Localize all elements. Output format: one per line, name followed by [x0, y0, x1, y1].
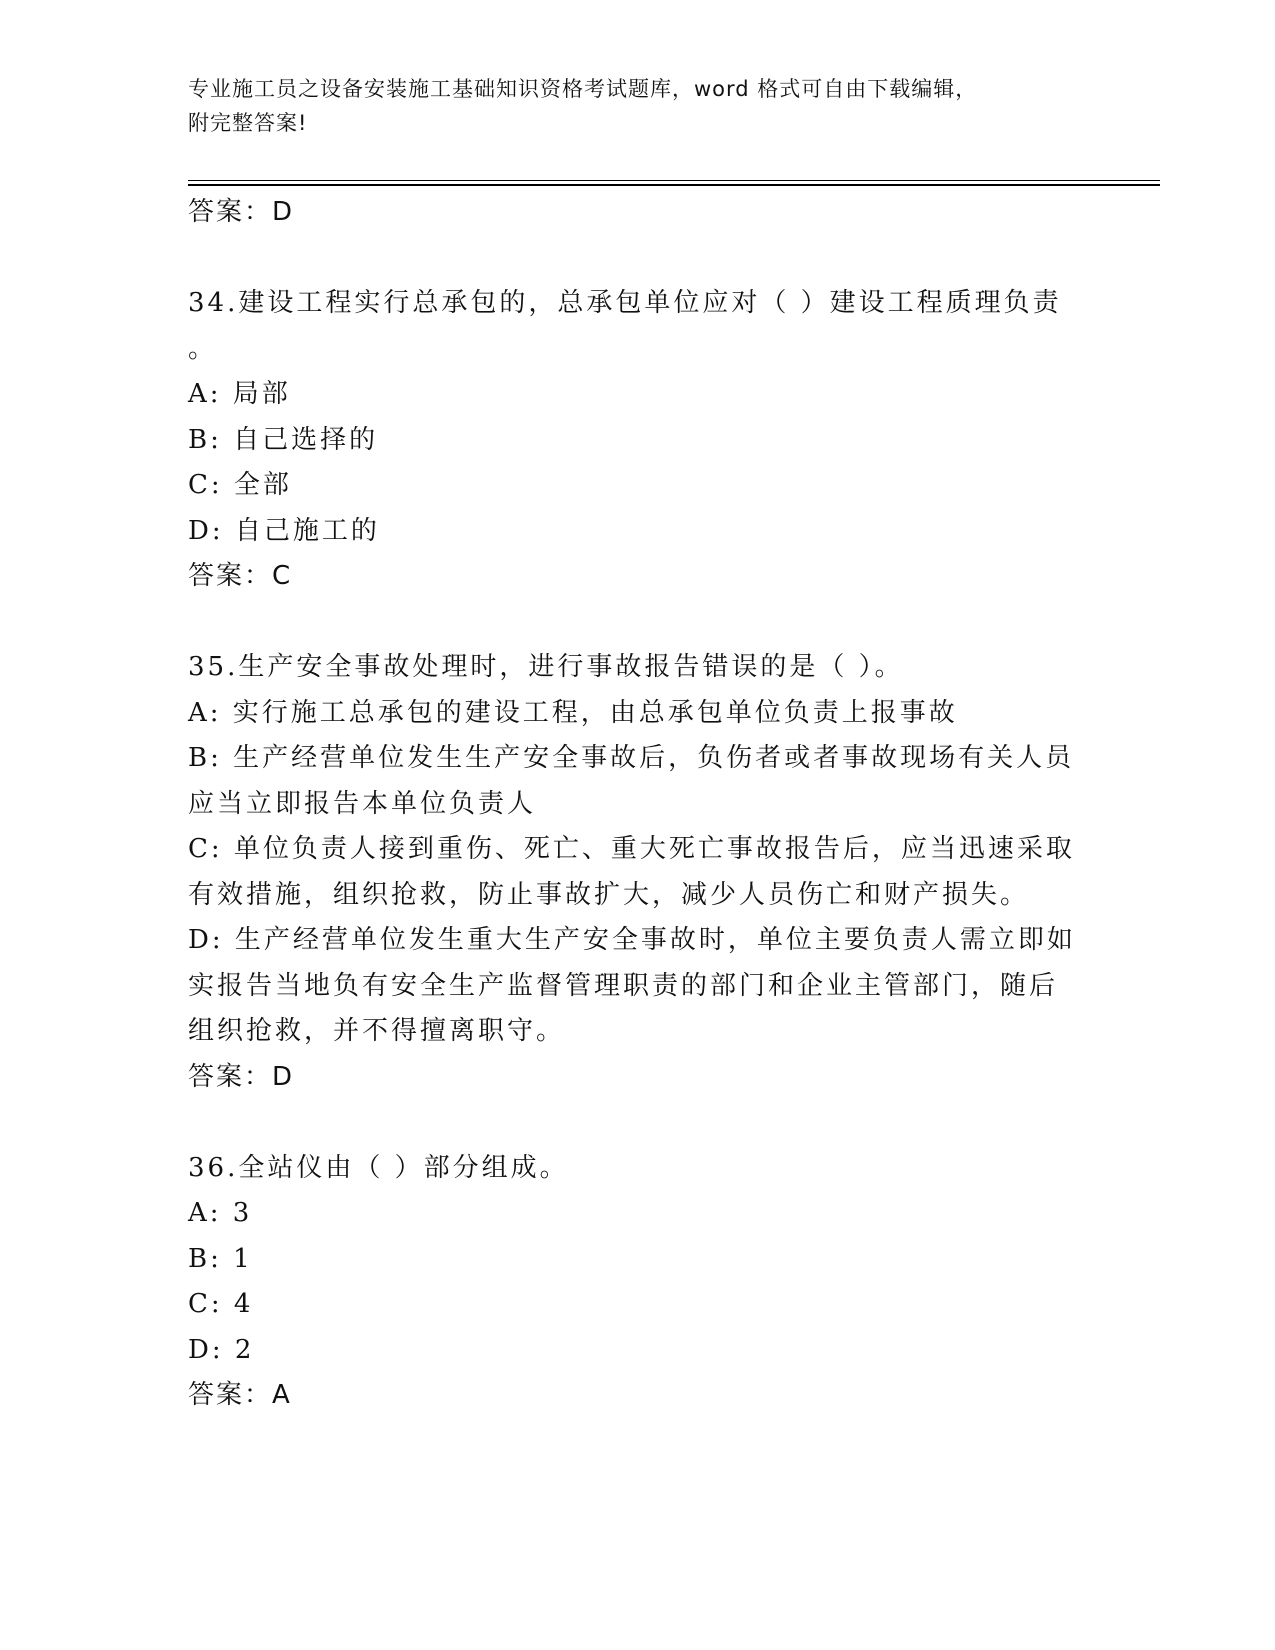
- question-35-option-d: D: 生产经营单位发生重大生产安全事故时，单位主要负责人需立即如: [188, 925, 1076, 955]
- question-36-option-a: A: 3: [188, 1198, 253, 1228]
- question-36-option-b: B: 1: [188, 1243, 253, 1274]
- header-double-rule: [188, 180, 1160, 186]
- document-header: [188, 72, 1088, 140]
- question-35-stem: 35.生产安全事故处理时，进行事故报告错误的是（ ）。: [188, 652, 904, 682]
- question-34-option-a: A: 局部: [188, 379, 291, 409]
- question-34-stem-cont: 。: [188, 333, 218, 364]
- question-34-option-d: D: 自己施工的: [188, 515, 380, 546]
- previous-answer: 答案：D: [188, 197, 295, 227]
- spacer: [188, 236, 1088, 282]
- spacer: [188, 1100, 1088, 1146]
- question-35-option-a: A: 实行施工总承包的建设工程，由总承包单位负责上报事故: [188, 697, 958, 728]
- question-34-answer: 答案：C: [188, 561, 293, 591]
- header-line-2: 附完整答案!: [188, 111, 308, 135]
- question-36-answer: 答案：A: [188, 1380, 292, 1410]
- document-body: [188, 190, 1088, 1419]
- question-35-answer: 答案：D: [188, 1061, 295, 1092]
- question-36-stem: 36.全站仪由（ ）部分组成。: [188, 1152, 569, 1183]
- question-35-option-d-cont-2: 组织抢救，并不得擅离职守。: [188, 1016, 566, 1046]
- question-34-option-c: C: 全部: [188, 470, 292, 500]
- question-35-option-b-cont: 应当立即报告本单位负责人: [188, 788, 537, 819]
- question-36-option-d: D: 2: [188, 1334, 255, 1365]
- question-36: [188, 1146, 1088, 1419]
- question-35-option-c: C: 单位负责人接到重伤、死亡、重大死亡事故报告后，应当迅速采取: [188, 834, 1075, 864]
- question-36-option-c: C: 4: [188, 1289, 254, 1319]
- spacer: [188, 600, 1088, 646]
- question-35: [188, 645, 1088, 1100]
- question-35-option-b: B: 生产经营单位发生生产安全事故后，负伤者或者事故现场有关人员: [188, 743, 1075, 773]
- question-34-option-b: B: 自己选择的: [188, 424, 379, 455]
- question-35-option-d-cont-1: 实报告当地负有安全生产监督管理职责的部门和企业主管部门，随后: [188, 970, 1059, 1001]
- question-35-option-c-cont: 有效措施，组织抢救，防止事故扩大，减少人员伤亡和财产损失。: [188, 879, 1030, 910]
- question-34-stem: 34.建设工程实行总承包的，总承包单位应对（ ）建设工程质理负责: [188, 288, 1062, 318]
- header-line-1: 专业施工员之设备安装施工基础知识资格考试题库，word 格式可自由下载编辑，: [188, 77, 978, 101]
- question-34: [188, 281, 1088, 600]
